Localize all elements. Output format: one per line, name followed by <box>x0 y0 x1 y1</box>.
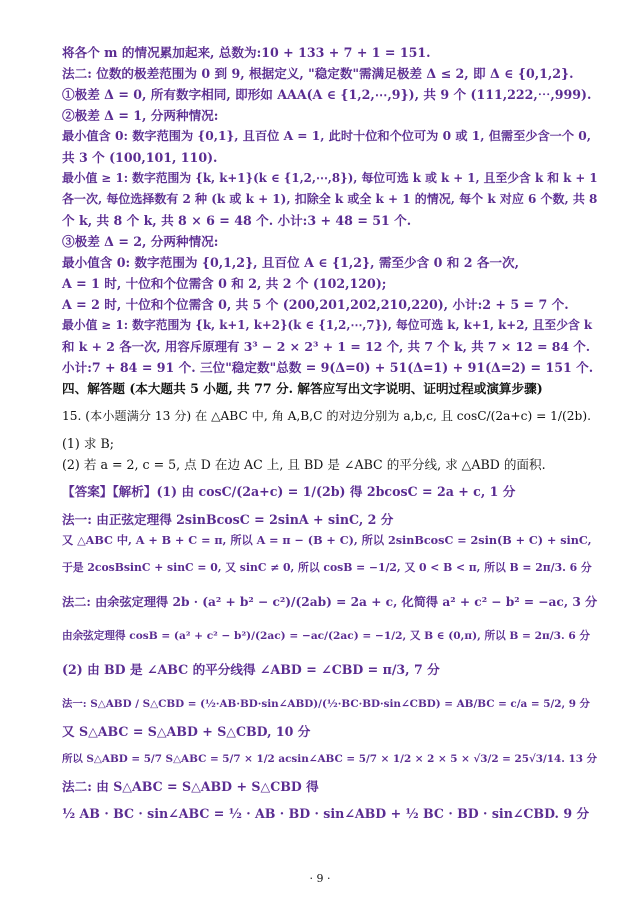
page-number: · 9 · <box>309 872 331 885</box>
solution-line: 最小值 ≥ 1: 数字范围为 {k, k+1}(k ∈ {1,2,⋯,8}), 每位可选 k 或 k + 1, 且至少含 k 和 k + 1 <box>62 171 598 185</box>
solution-line: 个 k, 共 8 个 k, 共 8 × 6 = 48 个. 小计:3 + 48 = 51 个. <box>62 213 412 228</box>
document-body <box>62 42 598 831</box>
question-line: (2) 若 a = 2, c = 5, 点 D 在边 AC 上, 且 BD 是 ∠ABC 的平分线, 求 △ABD 的面积. <box>62 457 546 472</box>
solution-line: 法二: 由 S△ABC = S△ABD + S△CBD 得 <box>62 779 319 794</box>
solution-line: 于是 2cosBsinC + sinC = 0, 又 sinC ≠ 0, 所以 cosB = −1/2, 又 0 < B < π, 所以 B = 2π/3. 6 分 <box>62 561 592 574</box>
solution-line: 法二: 位数的极差范围为 0 到 9, 根据定义, "稳定数"需满足极差 Δ ≤ 2, 即 Δ ∈ {0,1,2}. <box>62 66 574 81</box>
question-line: 15. (本小题满分 13 分) 在 △ABC 中, 角 A,B,C 的对边分别为 a,b,c, 且 cosC/(2a+c) = 1/(2b). <box>62 409 591 423</box>
solution-line: 又 △ABC 中, A + B + C = π, 所以 A = π − (B + C), 所以 2sinBcosC = 2sin(B + C) + sinC, <box>62 533 592 547</box>
solution-line: 共 3 个 (100,101, 110). <box>62 150 218 165</box>
solution-line: 由余弦定理得 cosB = (a² + c² − b²)/(2ac) = −ac/(2ac) = −1/2, 又 B ∈ (0,π), 所以 B = 2π/3. 6 分 <box>62 630 590 642</box>
solution-line: A = 1 时, 十位和个位需含 0 和 2, 共 2 个 (102,120); <box>62 276 387 291</box>
question-line: (1) 求 B; <box>62 436 114 451</box>
solution-line: 法二: 由余弦定理得 2b · (a² + b² − c²)/(2ab) = 2a + c, 化简得 a² + c² − b² = −ac, 3 分 <box>62 595 598 609</box>
section-heading: 四、解答题 (本大题共 5 小题, 共 77 分. 解答应写出文字说明、证明过程或演算步骤) <box>62 381 543 396</box>
solution-line: ②极差 Δ = 1, 分两种情况: <box>62 108 219 123</box>
solution-line: 小计:7 + 84 = 91 个. 三位"稳定数"总数 = 9(Δ=0) + 51(Δ=1) + 91(Δ=2) = 151 个. <box>62 360 594 375</box>
solution-line: 和 k + 2 各一次, 用容斥原理有 3³ − 2 × 2³ + 1 = 12 个, 共 7 个 k, 共 7 × 12 = 84 个. <box>62 339 591 354</box>
solution-line: A = 2 时, 十位和个位需含 0, 共 5 个 (200,201,202,210,220), 小计:2 + 5 = 7 个. <box>62 297 569 312</box>
solution-line: 【答案】【解析】(1) 由 cosC/(2a+c) = 1/(2b) 得 2bcosC = 2a + c, 1 分 <box>62 484 516 499</box>
solution-line: 最小值含 0: 数字范围为 {0,1,2}, 且百位 A ∈ {1,2}, 需至少含 0 和 2 各一次, <box>62 255 520 270</box>
solution-line: ½ AB · BC · sin∠ABC = ½ · AB · BD · sin∠ABD + ½ BC · BD · sin∠CBD. 9 分 <box>62 806 590 821</box>
solution-line: 法一: S△ABD / S△CBD = (½·AB·BD·sin∠ABD)/(½·BC·BD·sin∠CBD) = AB/BC = c/a = 5/2, 9 分 <box>62 698 590 710</box>
solution-line: 各一次, 每位选择数有 2 种 (k 或 k + 1), 扣除全 k 或全 k + 1 的情况, 每个 k 对应 6 个数, 共 8 <box>62 192 598 206</box>
solution-line: ①极差 Δ = 0, 所有数字相同, 即形如 AAA(A ∈ {1,2,⋯,9}), 共 9 个 (111,222,⋯,999). <box>62 87 592 102</box>
solution-line: ③极差 Δ = 2, 分两种情况: <box>62 234 219 249</box>
solution-line: 法一: 由正弦定理得 2sinBcosC = 2sinA + sinC, 2 分 <box>62 512 394 527</box>
solution-line: 所以 S△ABD = 5/7 S△ABC = 5/7 × 1/2 acsin∠ABC = 5/7 × 1/2 × 2 × 5 × √3/2 = 25√3/14. 13 分 <box>62 753 597 765</box>
solution-line: 又 S△ABC = S△ABD + S△CBD, 10 分 <box>62 724 311 739</box>
solution-line: (2) 由 BD 是 ∠ABC 的平分线得 ∠ABD = ∠CBD = π/3, 7 分 <box>62 662 440 677</box>
solution-line: 最小值含 0: 数字范围为 {0,1}, 且百位 A = 1, 此时十位和个位可为 0 或 1, 但需至少含一个 0, <box>62 129 592 143</box>
solution-line: 将各个 m 的情况累加起来, 总数为:10 + 133 + 7 + 1 = 151. <box>62 45 431 60</box>
solution-line: 最小值 ≥ 1: 数字范围为 {k, k+1, k+2}(k ∈ {1,2,⋯,7}), 每位可选 k, k+1, k+2, 且至少含 k <box>62 318 593 332</box>
